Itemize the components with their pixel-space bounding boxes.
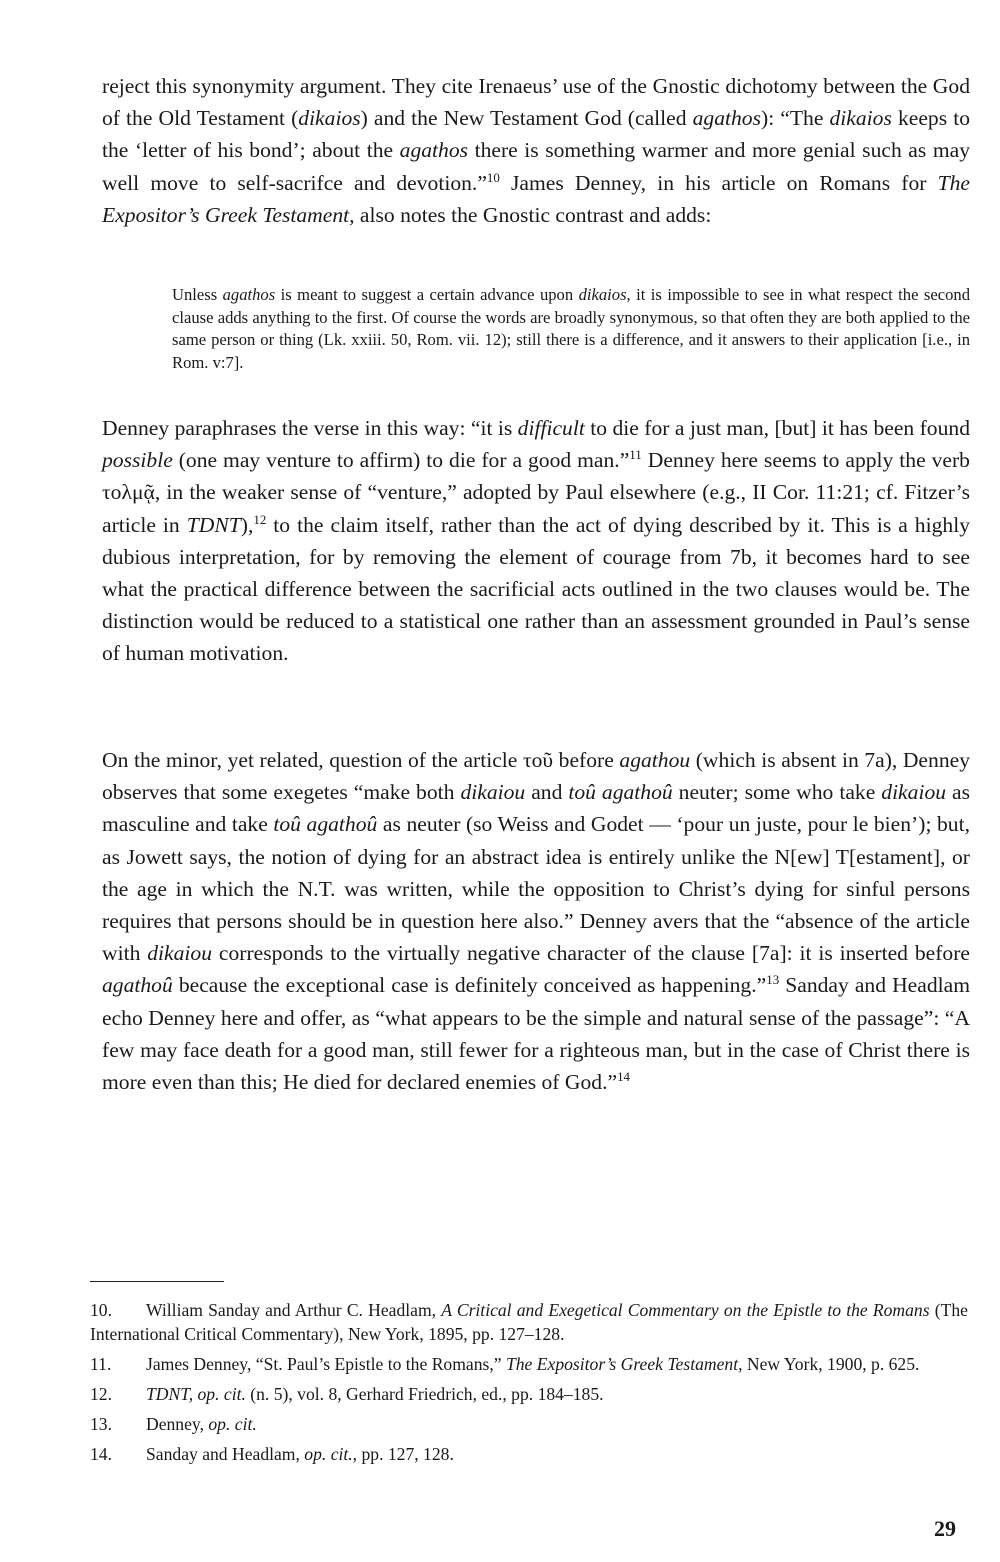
footnote: 10. William Sanday and Arthur C. Headlam, A Critical and Exegetical Commentary on the Epistle to the Romans (The International Critical Commentary), New York, 1895, pp. 127–128. xyxy=(90,1300,968,1344)
footnote: 14. Sanday and Headlam, op. cit., pp. 127, 128. xyxy=(90,1444,454,1464)
paragraph-denney-paraphrase: Denney paraphrases the verse in this way: “it is difficult to die for a just man, [but] it has been found possible (one may venture to affirm) to die for a good man.”$^{11}$ Denney here seems to apply the verb τολμᾷ, in the weaker sense of “venture,” adopted by Paul elsewhere (e.g., II Cor. 11:21; cf. Fitzer’s article in TDNT),$^{12}$ to the claim itself, rather than the act of dying described by it. This is a highly dubious interpretation, for by removing the element of courage from 7b, it becomes hard to see what the practical difference between the sacrificial acts outlined in the two clauses would be. The distinction would be reduced to a statistical one rather than an assessment grounded in Paul’s sense of human motivation. xyxy=(102,416,970,666)
footnote-number: 10. xyxy=(90,1300,112,1320)
footnote-number: 12. xyxy=(90,1384,112,1404)
footnote: 13. Denney, op. cit. xyxy=(90,1414,257,1434)
footnote: 12. TDNT, op. cit. (n. 5), vol. 8, Gerhard Friedrich, ed., pp. 184–185. xyxy=(90,1384,604,1404)
page-number: 29 xyxy=(934,1516,956,1541)
footnote-number: 14. xyxy=(90,1444,112,1464)
footnote-number: 11. xyxy=(90,1354,112,1374)
footnotes-section xyxy=(90,1298,968,1472)
paragraph-article-question: On the minor, yet related, question of the article τοῦ before agathou (which is absent in 7a), Denney observes that some exegetes “make both dikaiou and toû agathoû neuter; some who take dikaiou as masculine and take toû agathoû as neuter (so Weiss and Godet — ‘pour un juste, pour le bien’); but, as Jowett says, the notion of dying for an abstract idea is entirely unlike the N[ew] T[estament], or the age in which the N.T. was written, while the opposition to Christ’s dying for sinful persons requires that persons should be in question here also.” Denney avers that the “absence of the article with dikaiou corresponds to the virtually negative character of the clause [7a]: it is inserted before agathoû because the exceptional case is definitely conceived as happening.”$^{13}$ Sanday and Headlam echo Denney here and offer, as “what appears to be the simple and natural sense of the passage”: “A few may face death for a good man, still fewer for a righteous man, but in the case of Christ there is more even than this; He died for declared enemies of God.”$^{14}$ xyxy=(102,748,971,1095)
block-quote-denney: Unless agathos is meant to suggest a certain advance upon dikaios, it is impossible to see in what respect the second clause adds anything to the first. Of course the words are broadly synonymous, so that often they are both applied to the same person or thing (Lk. xxiii. 50, Rom. vii. 12); still there is a difference, and it answers to their application [i.e., in Rom. v:7]. xyxy=(172,285,970,372)
paragraph-gnostic-dichotomy: reject this synonymity argument. They cite Irenaeus’ use of the Gnostic dichotomy between the God of the Old Testament (dikaios) and the New Testament God (called agathos): “The dikaios keeps to the ‘letter of his bond’; about the agathos there is something warmer and more genial such as may well move to self-sacrifce and devotion.”$^{10}$ James Denney, in his article on Romans for The Expositor’s Greek Testament, also notes the Gnostic contrast and adds: xyxy=(102,74,970,227)
footnote: 11. James Denney, “St. Paul’s Epistle to the Romans,” The Expositor’s Greek Testament, New York, 1900, p. 625. xyxy=(90,1354,920,1374)
footnote-number: 13. xyxy=(90,1414,112,1434)
footnote-separator-rule xyxy=(90,1281,224,1282)
